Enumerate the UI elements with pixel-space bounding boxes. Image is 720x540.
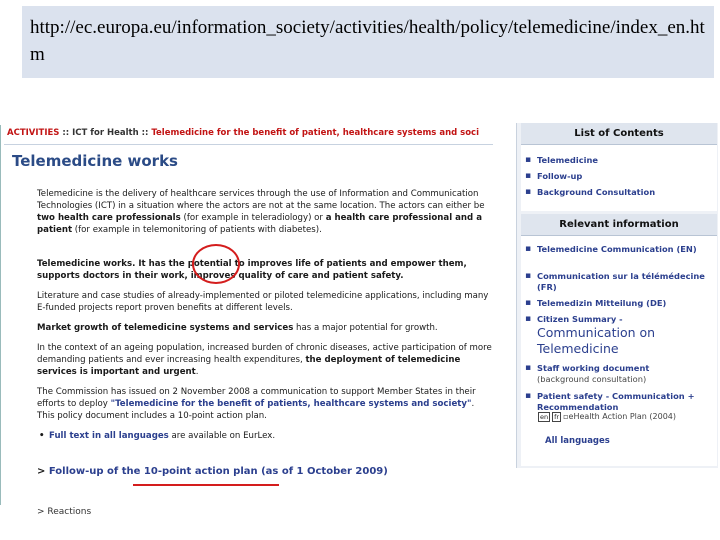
full-text-link[interactable]: Full text in all languages [49,431,169,441]
bullet-icon: ▪ [525,363,532,373]
bullet-icon: ▪ [525,155,532,165]
ehealth-action-plan-label[interactable]: eHealth Action Plan (2004) [568,412,677,421]
sidebar-item-label: Background Consultation [537,187,656,197]
annotation-underline [133,484,279,486]
sidebar-item-follow-up[interactable] [525,171,711,182]
bullet-icon: ▪ [525,298,532,308]
breadcrumb-activities[interactable]: ACTIVITIES [7,128,60,138]
commission-paragraph [37,386,492,422]
bullet-icon: ▪ [525,187,532,197]
breadcrumb [7,128,493,138]
literature-paragraph: Literature and case studies of already-implemented or piloted telemedicine applications, including many E-funded projects report proven benefits at different levels. [37,291,489,313]
commission-end: . This policy document includes a 10-point action plan. [37,399,475,421]
relevant-information-title: Relevant information [521,214,717,236]
relevant-item-patient-safety[interactable] [525,391,711,413]
citizen-summary-title: Communication on Telemedicine [537,325,656,356]
breadcrumb-separator: :: [138,128,152,138]
relevant-item-label: Telemedizin Mitteilung (DE) [537,298,667,308]
market-growth-text: has a major potential for growth. [293,323,438,333]
breadcrumb-separator: :: [59,128,73,138]
market-growth-bold: Market growth of telemedicine systems and services [37,323,294,333]
relevant-item-label: Telemedicine Communication (EN) [537,244,697,254]
relevant-item-label: Patient safety - Communication + Recommendation [537,391,695,412]
page-title: Telemedicine works [12,152,178,170]
url-banner [22,6,714,78]
sidebar-item-label: Telemedicine [537,155,599,165]
list-of-contents-title: List of Contents [521,123,717,145]
relevant-item-mitteilung-de[interactable] [525,298,711,309]
language-flag-en[interactable]: en [540,413,549,421]
relevant-item-label: Staff working document [537,363,650,373]
ageing-text: In the context of an ageing population, increased burden of chronic diseases, active participation of more demanding patients and ever increasing health expenditures, [37,343,492,365]
intro-text: Telemedicine is the delivery of healthcare services through the use of Information and Communication Technologies (ICT) in a situation where the actors are not at the same location. The actors can either be [37,189,485,211]
breadcrumb-divider [4,144,493,145]
document-icon: ▫ [563,412,569,421]
ageing-bold: the deployment of telemedicine services is important and urgent [37,355,461,377]
sidebar-item-label: Follow-up [537,171,583,181]
telemedicine-works-paragraph [37,258,492,282]
telemedicine-works-text: Telemedicine works. It has the potential to improves life of patients and empower them, supports doctors in their work, improves quality of care and patient safety. [37,259,467,281]
full-text-bullet [49,430,489,442]
ehealth-action-plan [538,412,676,422]
intro-text: (for example in telemonitoring of patients with diabetes). [72,225,322,235]
commission-text: The Commission has issued on 2 November 2008 a communication to support Member States in their efforts to deploy [37,387,476,409]
followup-link[interactable]: Follow-up of the 10-point action plan (as of 1 October 2009) [48,466,388,477]
left-border [0,125,1,505]
reactions-link[interactable]: > Reactions [37,507,92,517]
relevant-item-note: (background consultation) [537,374,647,384]
language-flag-fr[interactable]: fr [554,413,560,421]
sidebar-item-telemedicine[interactable] [525,155,711,166]
annotation-circle [192,244,240,284]
sidebar-item-background-consultation[interactable] [525,187,711,198]
market-growth-paragraph [37,322,492,334]
communication-link[interactable]: "Telemedicine for the benefit of patients, healthcare systems and society" [110,399,472,409]
followup-line [37,466,388,477]
relevant-item-communication-fr[interactable] [525,271,711,293]
full-text-rest: are available on EurLex. [168,431,276,441]
relevant-item-label: Citizen Summary - [537,314,623,324]
relevant-item-citizen-summary[interactable] [525,314,711,357]
bullet-icon: ▪ [525,314,532,324]
breadcrumb-telemedicine[interactable]: Telemedicine for the benefit of patient, healthcare systems and soci [151,128,480,138]
bullet-icon: ▪ [525,271,532,281]
ageing-paragraph [37,342,492,378]
intro-paragraph [37,188,492,236]
relevant-item-label: Communication sur la télémédecine (FR) [537,271,705,292]
ageing-end: . [195,367,199,377]
intro-bold-1: two health care professionals [37,213,181,223]
bullet-icon: ▪ [525,171,532,181]
bullet-icon: ▪ [525,244,532,254]
all-languages-link[interactable]: All languages [545,436,610,446]
followup-arrow: > [37,466,49,477]
relevant-item-staff-working-document[interactable] [525,363,711,385]
relevant-item-communication-en[interactable] [525,244,711,255]
breadcrumb-ict-for-health[interactable]: ICT for Health [72,128,139,138]
intro-text: (for example in teleradiology) or [180,213,326,223]
url-text: http://ec.europa.eu/information_society/activities/health/policy/telemedicine/index_en.htm [30,17,705,65]
bullet-icon: ▪ [525,391,532,401]
intro-bold-2: a health care professional and a patient [37,213,482,235]
